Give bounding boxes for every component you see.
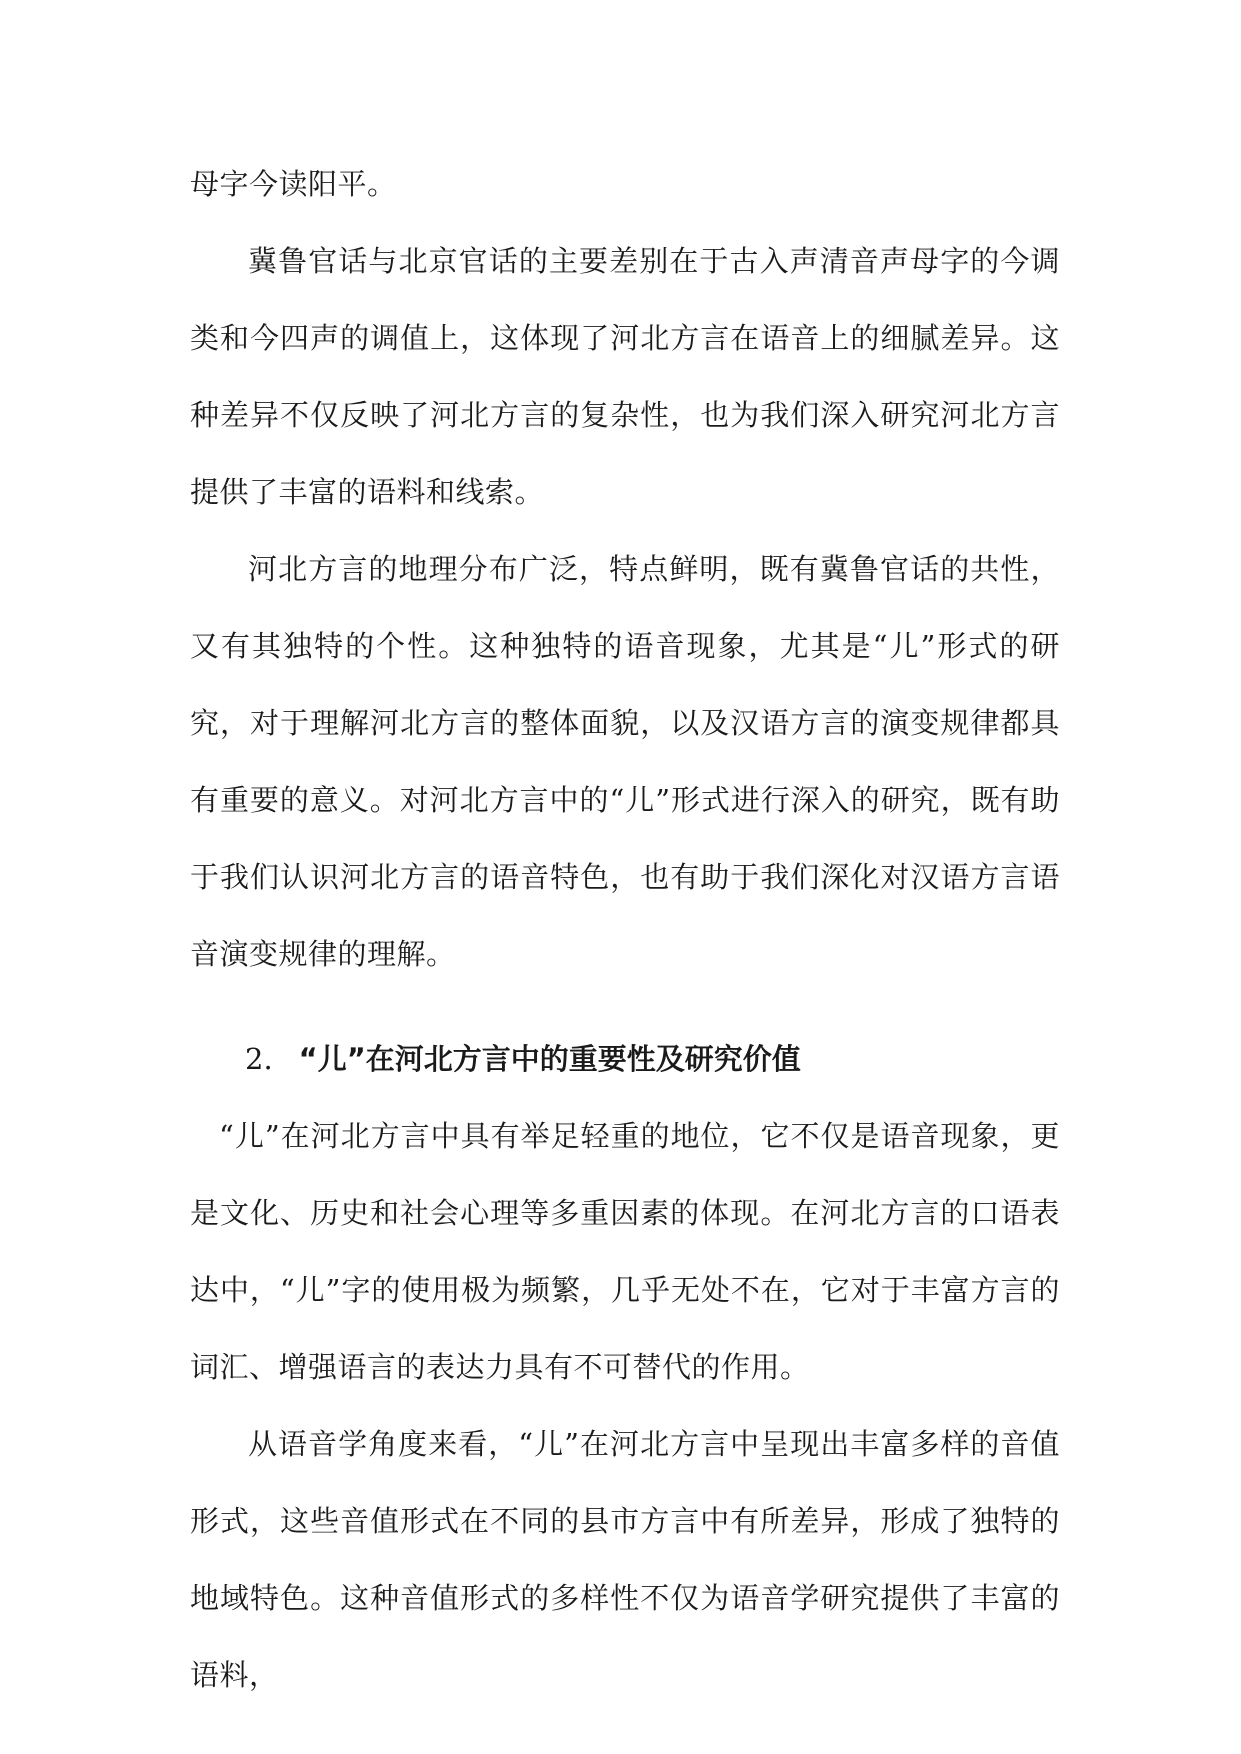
paragraph-phonetics: 从语音学角度来看，“儿”在河北方言中呈现出丰富多样的音值形式，这些音值形式在不同的县市方言中有所差异，形成了独特的地域特色。这种音值形式的多样性不仅为语音学研究提供了丰富的语料， xyxy=(190,1427,1060,1692)
paragraph-dialect-differences: 冀鲁官话与北京官话的主要差别在于古入声清音声母字的今调类和今四声的调值上，这体现了河北方言在语音上的细腻差异。这种差异不仅反映了河北方言的复杂性，也为我们深入研究河北方言提供了丰富的语料和线索。 xyxy=(190,244,1060,509)
section-heading xyxy=(190,1021,1060,1098)
section-title: “儿”在河北方言中的重要性及研究价值 xyxy=(298,1042,801,1076)
document-body xyxy=(190,146,1060,1714)
section-number: 2. xyxy=(245,1042,273,1076)
paragraph-continuation: 母字今读阳平。 xyxy=(190,167,397,201)
paragraph-importance: “儿”在河北方言中具有举足轻重的地位，它不仅是语音现象，更是文化、历史和社会心理等多重因素的体现。在河北方言的口语表达中，“儿”字的使用极为频繁，几乎无处不在，它对于丰富方言的词汇、增强语言的表达力具有不可替代的作用。 xyxy=(190,1119,1060,1384)
paragraph-geographic-distribution: 河北方言的地理分布广泛，特点鲜明，既有冀鲁官话的共性，又有其独特的个性。这种独特的语音现象，尤其是“儿”形式的研究，对于理解河北方言的整体面貌，以及汉语方言的演变规律都具有重要的意义。对河北方言中的“儿”形式进行深入的研究，既有助于我们认识河北方言的语音特色，也有助于我们深化对汉语方言语音演变规律的理解。 xyxy=(190,552,1060,971)
